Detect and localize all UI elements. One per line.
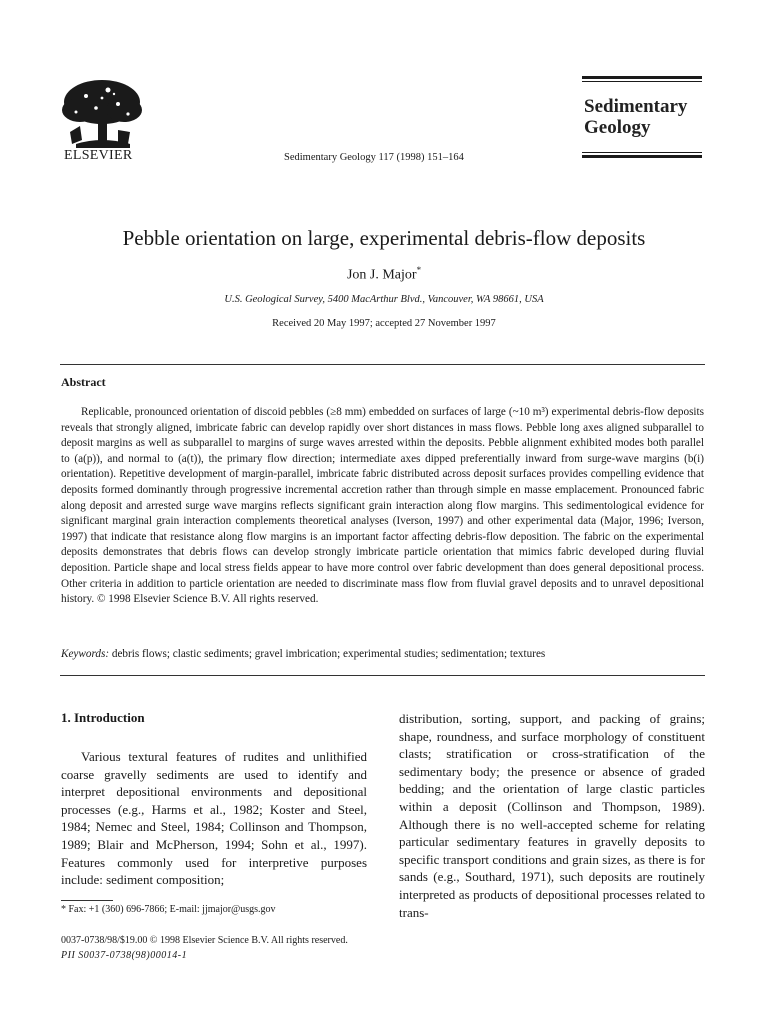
pii-line: PII S0037-0738(98)00014-1 — [61, 950, 188, 961]
journal-citation: Sedimentary Geology 117 (1998) 151–164 — [284, 152, 464, 163]
copyright-line: 0037-0738/98/$19.00 © 1998 Elsevier Science B.V. All rights reserved. — [61, 935, 348, 946]
journal-rule-top — [582, 76, 702, 79]
keywords — [61, 648, 704, 660]
footnote-rule — [61, 900, 113, 901]
received-dates: Received 20 May 1997; accepted 27 November 1997 — [272, 318, 496, 329]
right-column — [399, 710, 705, 921]
author-affiliation: U.S. Geological Survey, 5400 MacArthur Blvd., Vancouver, WA 98661, USA — [224, 294, 544, 305]
abstract-heading: Abstract — [61, 375, 106, 389]
author-line — [0, 265, 768, 284]
left-column — [61, 710, 367, 889]
journal-title — [584, 96, 687, 138]
journal-rule-bottom-thin — [582, 152, 702, 153]
keywords-label: Keywords: — [61, 648, 110, 660]
intro-paragraph-left: Various textural features of rudites and unlithified coarse gravelly sediments are used to identify and interpret depositional environments and depositional processes (e.g., Harms et al., 1982; Koster and Steel, 1984; Nemec and Steel, 1984; Collinson and Thompson, 1989; Blair and McPherson, 1994; Sohn et al., 1997). Features commonly used for interpretive purposes include: sediment composition; — [61, 749, 367, 888]
keywords-text: debris flows; clastic sediments; gravel imbrication; experimental studies; sedimentation; textures — [111, 648, 546, 660]
abstract-text: Replicable, pronounced orientation of discoid pebbles (≥8 mm) embedded on surfaces of large (~10 m³) experimental debris-flow deposits reveals that strongly aligned, imbricate fabric can develop rapidly over short distances in mass flows. Pebble long axes aligned subparallel to deposit margins as well as subparallel to margins of surge waves arrested within the deposits. Pebble alignment exhibited modes both parallel to (a(p)), and normal to (a(t)), the primary flow direction; intermediate axes dipped preferentially inward from surge-wave margins (b(i) orientation). Repetitive development of margin-parallel, imbricate fabric distributed across deposit surfaces provides compelling evidence that deposits formed dominantly through progressive incremental accretion rather than through simple en masse emplacement. Pronounced fabric along deposit and arrested surge wave margins reflects significant grain interaction along flow margins. This sedimentological evidence for significant marginal grain interaction complements theoretical analyses (Iverson, 1997) and other experimental data (Major, 1996; Iverson, 1997) that indicate that resistance along flow margins is an important factor affecting debris-flow deposition. The fabric on the experimental deposits demonstrates that debris flows can develop strongly imbricate particle orientation that mimics fabric developed during fluvial deposition. Particle shape and local stress fields appear to have more control over fabric development than does general depositional process. Other criteria in addition to particle orientation are needed to discriminate mass flow from fluvial gravel deposits and to unravel depositional history. © 1998 Elsevier Science B.V. All rights reserved. — [61, 406, 704, 606]
journal-title-line1: Sedimentary — [584, 96, 688, 117]
author-name: Jon J. Major — [346, 267, 417, 283]
paper-title: Pebble orientation on large, experimental debris-flow deposits — [122, 226, 646, 250]
intro-paragraph-right: distribution, sorting, support, and packing of grains; shape, roundness, and surface morphology of constituent clasts; stratification or cross-stratification of the sedimentary body; the presence or absence of graded bedding; and the orientation of large clastic particles within a deposit (Collinson and Thompson, 1989). Although there is no well-accepted scheme for relating particular sedimentary features in gravelly deposits to specific transport conditions and grain sizes, as there is for sands (e.g., Southard, 1971), such deposits are routinely interpreted as products of depositional processes related to trans- — [399, 711, 705, 920]
section-heading-introduction: 1. Introduction — [61, 710, 145, 725]
journal-rule-top-thin — [582, 81, 702, 82]
rule-above-abstract — [60, 364, 705, 365]
author-footnote-mark: * — [416, 265, 422, 275]
rule-below-keywords — [60, 675, 705, 676]
journal-title-line2: Geology — [584, 117, 651, 138]
journal-rule-bottom — [582, 155, 702, 158]
author-footnote: * Fax: +1 (360) 696-7866; E-mail: jjmajor@usgs.gov — [61, 904, 276, 915]
publisher-name: ELSEVIER — [64, 148, 133, 163]
elsevier-tree-logo — [56, 74, 148, 154]
